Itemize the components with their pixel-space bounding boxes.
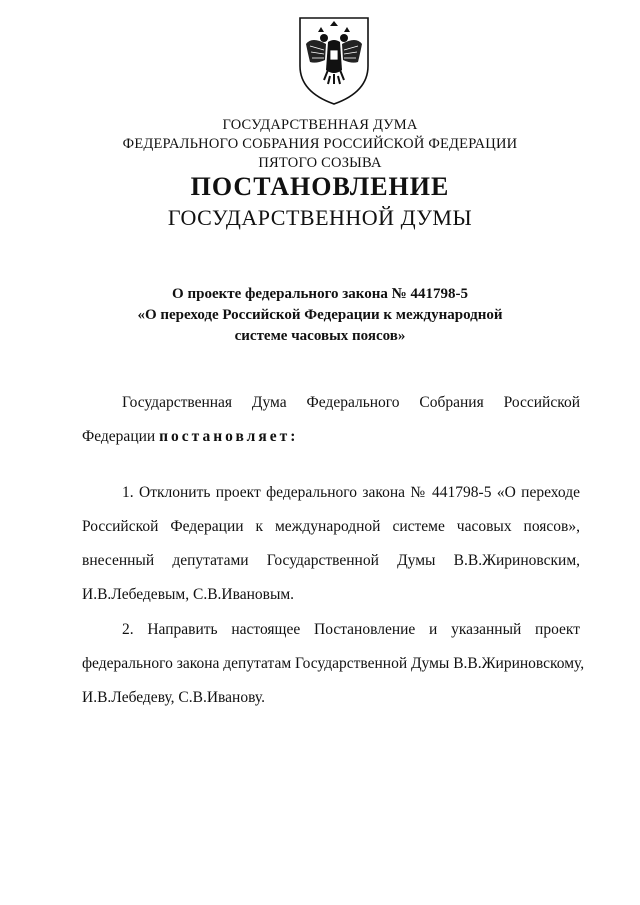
subject-line-1: О проекте федерального закона № 441798-5 <box>172 286 468 302</box>
item-2-paragraph <box>82 613 585 715</box>
item-2-line-2: федерального закона депутатам Государственной Думы В.В.Жириновскому, <box>82 655 585 672</box>
subject-line-2: «О переходе Российской Федерации к международной <box>137 307 503 323</box>
resolves-keyword: постановляет: <box>159 428 299 445</box>
coat-of-arms-emblem <box>294 14 374 106</box>
item-1-line-2: Российской Федерации к международной системе часовых поясов», <box>82 518 580 535</box>
preamble-line-1: Государственная Дума Федерального Собрания Российской <box>122 394 580 411</box>
item-1-line-3: внесенный депутатами Государственной Думы В.В.Жириновским, <box>82 552 580 569</box>
document-subtitle: ГОСУДАРСТВЕННОЙ ДУМЫ <box>167 205 473 230</box>
preamble-text: Федерации <box>82 428 160 445</box>
item-2-line-1: 2. Направить настоящее Постановление и указанный проект <box>122 621 580 638</box>
issuer-line-3: ПЯТОГО СОЗЫВА <box>258 155 382 171</box>
item-1-line-4: И.В.Лебедевым, С.В.Ивановым. <box>82 586 295 603</box>
preamble-line-2 <box>82 420 580 454</box>
issuer-header <box>0 116 640 173</box>
preamble-paragraph <box>82 386 580 454</box>
item-1-line-1: 1. Отклонить проект федерального закона № 441798-5 «О переходе <box>122 484 580 501</box>
document-title: ПОСТАНОВЛЕНИЕ <box>190 172 450 201</box>
document-subject <box>0 284 640 347</box>
issuer-line-2: ФЕДЕРАЛЬНОГО СОБРАНИЯ РОССИЙСКОЙ ФЕДЕРАЦИИ <box>122 136 518 152</box>
item-2-line-3: И.В.Лебедеву, С.В.Иванову. <box>82 689 265 706</box>
item-1-paragraph <box>82 476 580 612</box>
issuer-line-1: ГОСУДАРСТВЕННАЯ ДУМА <box>222 117 418 133</box>
subject-line-3: системе часовых поясов» <box>234 328 406 344</box>
